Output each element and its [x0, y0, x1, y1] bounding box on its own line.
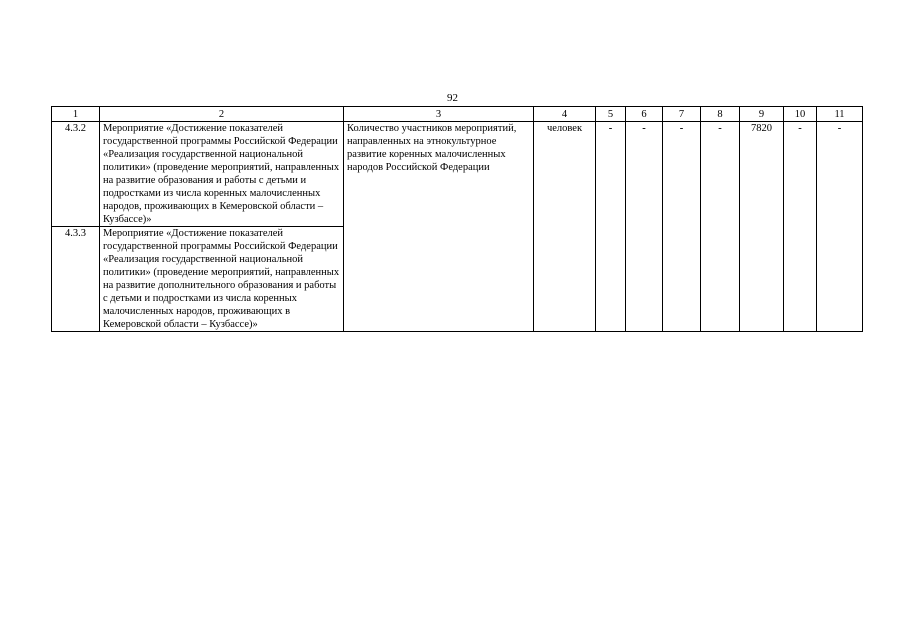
row-number: 4.3.3	[52, 227, 100, 332]
row-number: 4.3.2	[52, 122, 100, 227]
column-header: 10	[784, 107, 817, 122]
column-header: 3	[344, 107, 534, 122]
indicator-name: Количество участников мероприятий, направленных на этнокультурное развитие коренных малочисленных народов Российской Федерации	[344, 122, 534, 332]
column-header: 2	[100, 107, 344, 122]
value-cell: -	[596, 122, 626, 332]
column-header: 11	[817, 107, 863, 122]
column-header: 7	[663, 107, 701, 122]
table-row	[52, 122, 863, 227]
value-cell: 7820	[740, 122, 784, 332]
event-description: Мероприятие «Достижение показателей государственной программы Российской Федерации «Реализация государственной национальной политики» (проведение мероприятий, направленных на развитие дополнительного образования и работы с детьми и подростками из числа коренных малочисленных народов, проживающих в Кемеровской области – Кузбассе)»	[100, 227, 344, 332]
value-cell: -	[626, 122, 663, 332]
page-number: 92	[447, 92, 458, 104]
column-header: 5	[596, 107, 626, 122]
value-cell: -	[784, 122, 817, 332]
program-table	[51, 106, 863, 332]
column-header: 9	[740, 107, 784, 122]
event-description: Мероприятие «Достижение показателей государственной программы Российской Федерации «Реализация государственной национальной политики» (проведение мероприятий, направленных на развитие образования и работы с детьми и подростками из числа коренных малочисленных народов, проживающих в Кемеровской области – Кузбассе)»	[100, 122, 344, 227]
column-header: 6	[626, 107, 663, 122]
value-cell: -	[663, 122, 701, 332]
column-header: 8	[701, 107, 740, 122]
header-row	[52, 107, 863, 122]
unit-of-measure: человек	[534, 122, 596, 332]
column-header: 1	[52, 107, 100, 122]
value-cell: -	[817, 122, 863, 332]
column-header: 4	[534, 107, 596, 122]
value-cell: -	[701, 122, 740, 332]
